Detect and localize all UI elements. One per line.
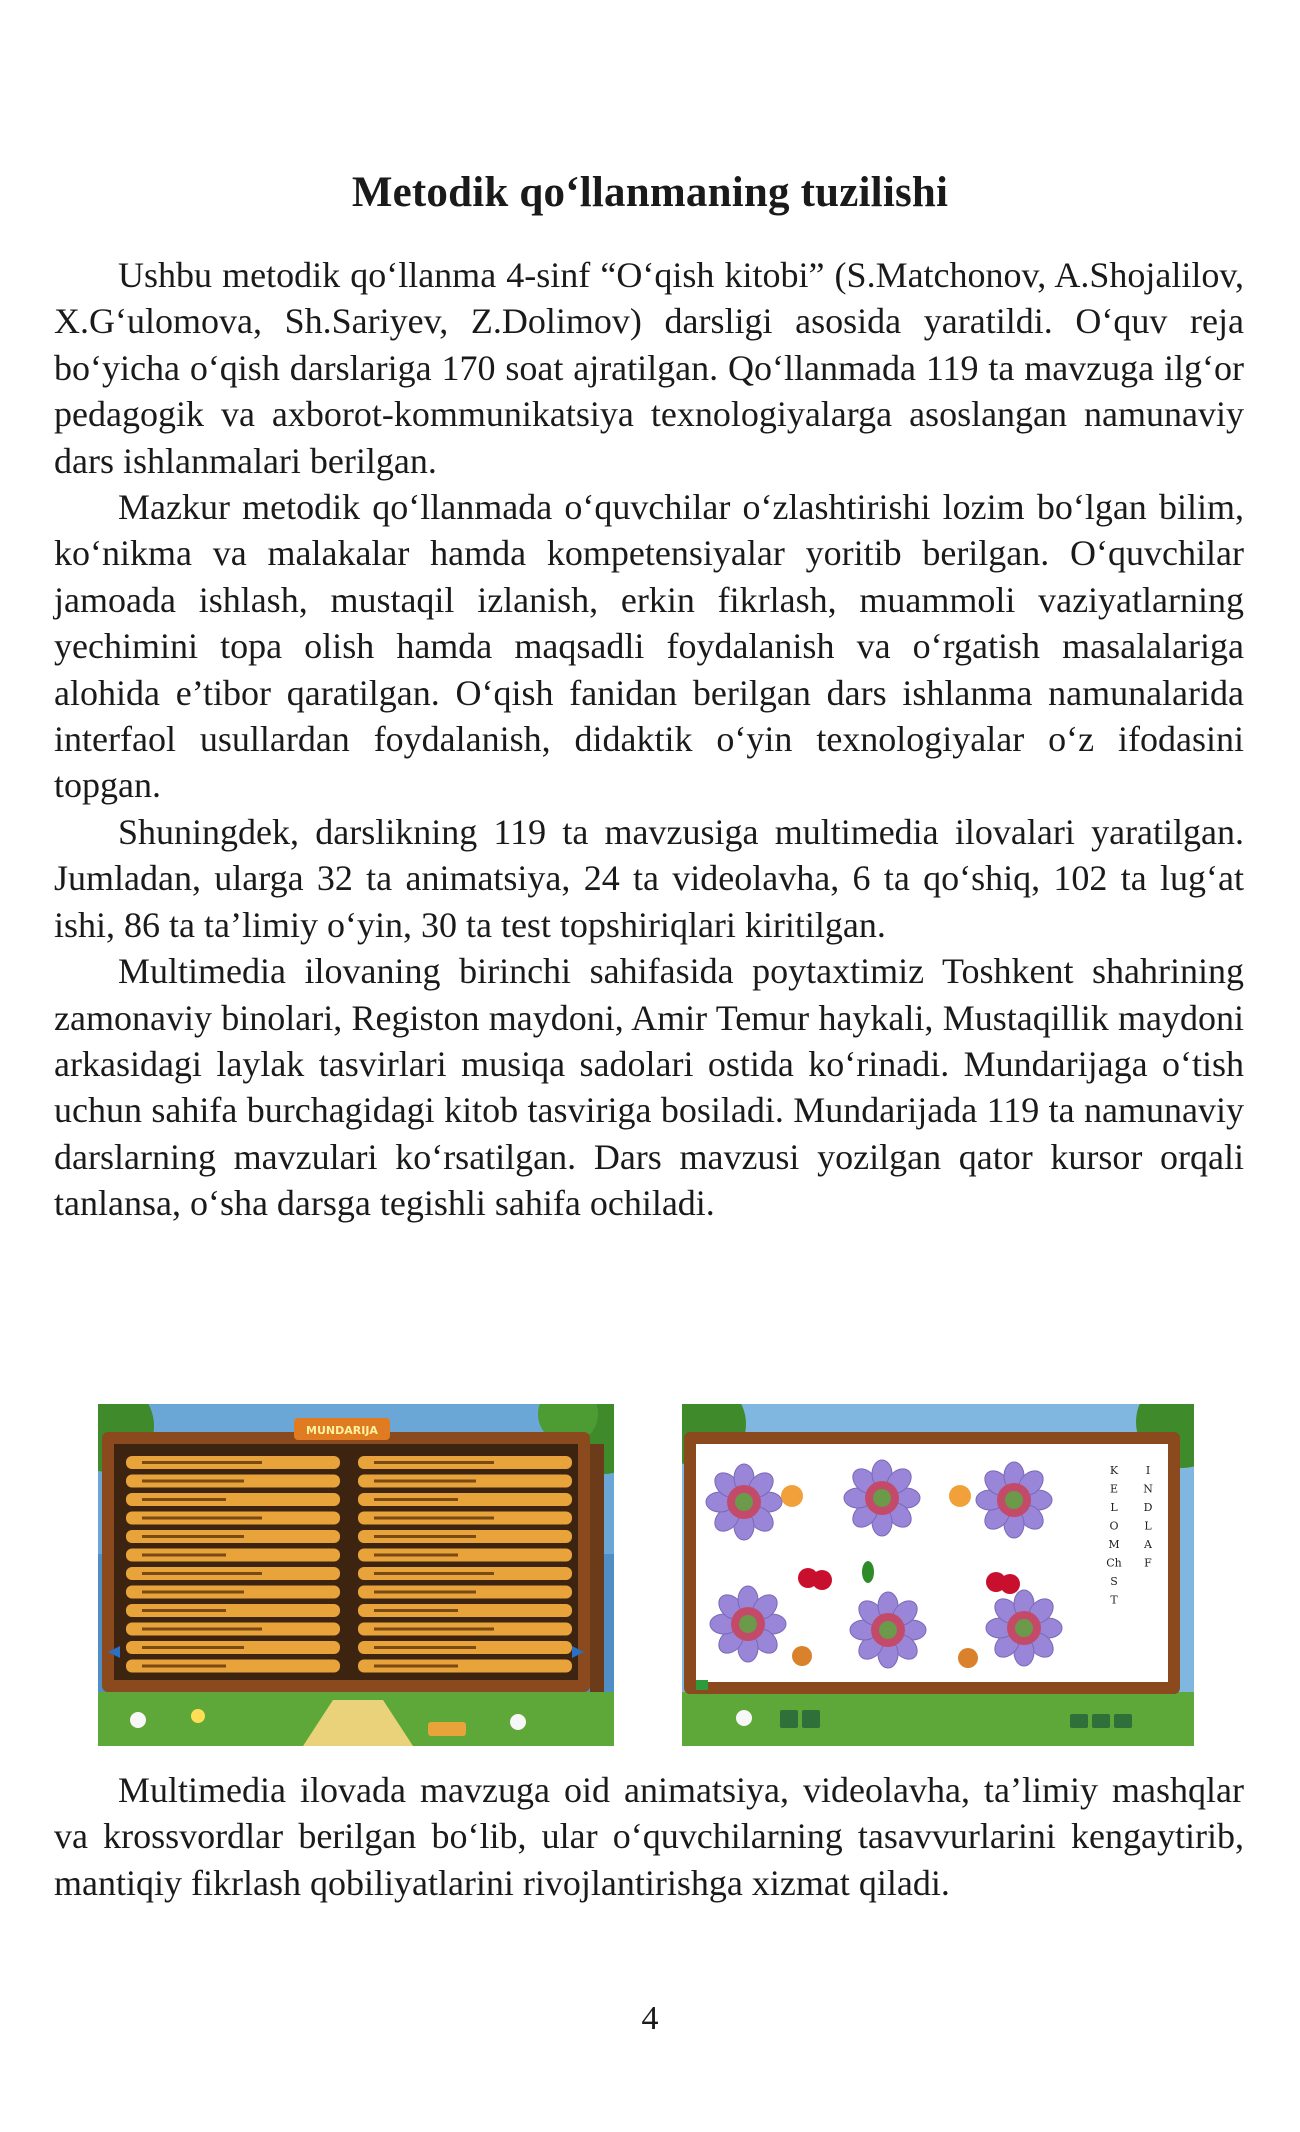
crossword-letter: M bbox=[1108, 1538, 1120, 1551]
crossword-letter: T bbox=[1110, 1593, 1118, 1607]
flower-picture bbox=[986, 1590, 1062, 1666]
paragraph: Mazkur metodik qo‘llanmada o‘quvchilar o‘zlashtirishi lozim bo‘lgan bilim, ko‘nikma va malakalar hamda kompetensiyalar yoritib berilgan. O‘quvchilar jamoada ishlash, mustaqil izlanish, erkin fikrlash, muammoli vaziyatlarning yechimini topa olish hamda maqsadli foydalanish va o‘rgatish masalalariga alohida e’tibor qaratilgan. O‘qish fanidan berilgan dars ishlanma namunalarida interfaol usullardan foydalanish, didaktik o‘yin texnologiyalar o‘z ifodasini topgan. bbox=[54, 487, 1244, 806]
crossword-letter: D bbox=[1143, 1501, 1153, 1514]
crossword-letter: K bbox=[1109, 1464, 1119, 1477]
crossword-letter: A bbox=[1144, 1538, 1152, 1551]
crossword-letter: L bbox=[1144, 1519, 1152, 1533]
body-text bbox=[54, 252, 1244, 1227]
crossword-letter: I bbox=[1145, 1464, 1151, 1477]
contents-banner-text: MUNDARIJA bbox=[306, 1424, 378, 1437]
paragraph: Multimedia ilovaning birinchi sahifasida poytaxtimiz Toshkent shahrining zamonaviy binolari, Registon maydoni, Amir Temur haykali, Mustaqillik maydoni arkasidagi laylak tasvirlari musiqa sadolari ostida ko‘rinadi. Mundarijaga o‘tish uchun sahifa burchagidagi kitob tasviriga bosiladi. Mundarijada 119 ta namunaviy darslarning mavzulari ko‘rsatilgan. Dars mavzusi yozilgan qator kursor orqali tanlansa, o‘sha darsga tegishli sahifa ochiladi. bbox=[54, 951, 1244, 1224]
contents-screenshot bbox=[98, 1404, 614, 1746]
closing-text bbox=[54, 1767, 1244, 1906]
crossword-letter: O bbox=[1109, 1519, 1119, 1533]
flower-picture bbox=[976, 1462, 1052, 1538]
flower-picture bbox=[844, 1460, 920, 1536]
contents-screenshot-image bbox=[98, 1404, 614, 1746]
paragraph: Multimedia ilovada mavzuga oid animatsiya, videolavha, ta’limiy mashqlar va krossvordlar berilgan bo‘lib, ular o‘quvchilarning tasavvurlarini kengaytirib, mantiqiy fikrlash qobiliyatlarini rivojlantirishga xizmat qiladi. bbox=[54, 1770, 1244, 1903]
page-number: 4 bbox=[641, 2000, 659, 2037]
flower-picture bbox=[850, 1592, 926, 1668]
figure-row bbox=[0, 1404, 1300, 1746]
paragraph: Shuningdek, darslikning 119 ta mavzusiga multimedia ilovalari yaratilgan. Jumladan, ularga 32 ta animatsiya, 24 ta videolavha, 6 ta qo‘shiq, 102 ta lug‘at ishi, 86 ta ta’limiy o‘yin, 30 ta test topshiriqlari kiritilgan. bbox=[54, 811, 1244, 945]
crossword-letter: E bbox=[1109, 1482, 1119, 1496]
crossword-letter: L bbox=[1110, 1501, 1118, 1514]
crossword-letter: S bbox=[1110, 1575, 1118, 1588]
flower-picture bbox=[706, 1464, 782, 1540]
crossword-letter: Ch bbox=[1106, 1556, 1122, 1570]
crossword-screenshot-image bbox=[682, 1404, 1194, 1746]
page-title: Metodik qo‘llanmaning tuzilishi bbox=[351, 169, 949, 216]
crossword-screenshot bbox=[682, 1404, 1194, 1746]
crossword-letter: F bbox=[1144, 1556, 1152, 1570]
paragraph: Ushbu metodik qo‘llanma 4-sinf “O‘qish kitobi” (S.Matchonov, A.Shojalilov, X.G‘ulomova, Sh.Sariyev, Z.Dolimov) darsligi asosida yaratildi. O‘quv reja bo‘yicha o‘qish darslariga 170 soat ajratilgan. Qo‘llanmada 119 ta mavzuga ilg‘or pedagogik va axborot-kommunikatsiya texnologiyalarga asoslangan namunaviy dars ishlanmalari berilgan. bbox=[54, 255, 1244, 481]
flower-picture bbox=[710, 1586, 786, 1662]
crossword-letter: N bbox=[1143, 1482, 1153, 1496]
